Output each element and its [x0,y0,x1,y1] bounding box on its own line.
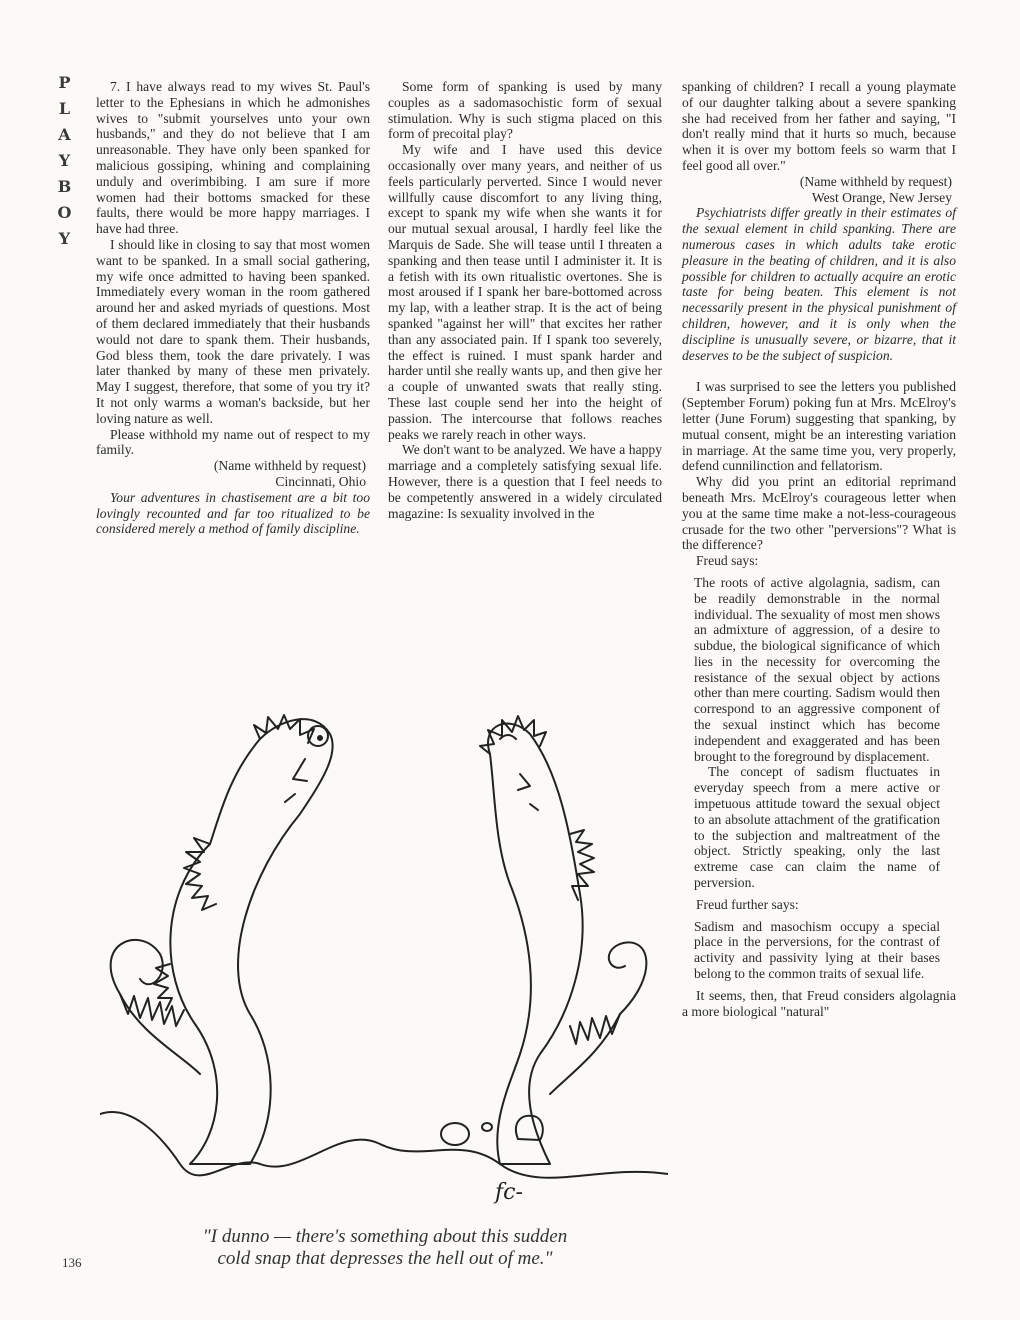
left-creature-tail [111,940,200,1074]
letter-signature-name: (Name withheld by request) [213,458,366,474]
editor-reply: Your adventures in chastisement are a bit too lovingly recounted and far too ritualized to be considered merely a method of family discipline. [96,489,370,537]
letter-signature-name: (Name withheld by request) [799,173,952,189]
letter-paragraph: My wife and I have used this device occasionally over many years, and neither of us feels particularly perverted. Since I would never willfully cause discomfort to any living thing, except to spank my wife when she wants it for our mutual sexual arousal, I hardly feel like the Marquis de Sade. She will tease until I threaten a spanking and then tease until I administer it. It is a fetish with its own ritualistic overtones. She is most aroused if I spank her bare-bottomed across my lap, with a leather strap. It is the act of being spanked "against her will" that excites her rather than any associated pain. If I spank too severely, the effect is ruined. I must spank harder and harder until she really wants up, and then give her a couple of unwanted swats that really sting. These last couple send her into the height of passion. The intercourse that follows reaches peaks we rarely reach in other ways. [388,142,662,442]
quote-paragraph: The roots of active algolagnia, sadism, can be readily demonstrable in the normal individual. The sexuality of most men shows an admixture of aggression, of a desire to subdue, the biological significance of which lies in the necessity for overcoming the resistance of the sexual object by actions other than mere courting. Sadism would then correspond to an aggressive component of the sexual instinct which has become independent and exaggerated and has been brought to the foreground by displacement. [694,574,940,764]
column-1 [96,79,370,537]
column-2 [388,79,662,521]
masthead-letter: L [58,99,72,118]
cartoon-illustration [100,694,668,1214]
letter-paragraph: Some form of spanking is used by many couples as a sadomasochistic form of sexual stimulation. Why is such stigma placed on this form of precoital play? [388,79,662,142]
playboy-masthead [52,70,78,252]
column-3-top [682,79,956,1019]
freud-quote-1 [682,575,956,891]
letter-paragraph: 7. I have always read to my wives St. Paul's letter to the Ephesians in which he admonishes wives to "submit yourselves unto your own husbands," and they do not believe that I am unreasonable. They have only been spanked for malicious gossiping, whining and complaining unduly and overimbibing. I am sure if more women had their bottoms smacked for these faults, there would be more happy marriages. I have had three. [96,79,370,237]
ground-line [100,1112,668,1178]
letter-paragraph: Why did you print an editorial reprimand beneath Mrs. McElroy's courageous letter when you at the same time make a not-less-courageous crusade for the two other "perversions"? What is the difference? [682,474,956,553]
masthead-letter: Y [58,229,72,248]
masthead-letter: B [57,177,73,196]
freud-intro: Freud says: [696,553,759,569]
quote-paragraph: Sadism and masochism occupy a special place in the perversions, for the contrast of activity and passivity lying at their bases belong to the common traits of sexual life. [694,918,940,982]
masthead-letter: Y [58,151,72,170]
left-creature-face [285,759,307,802]
letter-paragraph: I should like in closing to say that most women want to be spanked. In a small social gathering, my wife once admitted to having been spanked. Immediately every woman in the room gathered around her and asked myriads of questions. Most of them declared immediately that their husbands would not dare to spank them. Their husbands, God bless them, took the dare privately. I was later thanked by many of these men privately. May I suggest, therefore, that some of you try it? It not only warms a woman's backside, but her loving nature as well. [96,236,370,426]
letter-paragraph: spanking of children? I recall a young playmate of our daughter talking about a severe spanking she had received from her father and saying, "I don't really mind that it hurts so much, because when it is over my bottom feels so warm that I feel good all over." [682,79,956,173]
right-creature-body [488,724,583,1164]
cartoon-caption [150,1226,620,1270]
masthead-letter: O [57,203,73,222]
left-creature-spikes [154,715,314,1010]
caption-line: cold snap that depresses the hell out of me." [217,1248,553,1269]
letter-paragraph: We don't want to be analyzed. We have a happy marriage and a completely satisfying sexual life. However, there is a question that I feel needs to be competently answered in a widely circulated magazine: Is sexuality involved in the [388,442,662,521]
masthead-letter: P [58,73,72,92]
cartoonist-signature: fc- [495,1180,523,1205]
caption-line: "I dunno — there's something about this sudden [202,1226,568,1247]
quote-paragraph: The concept of sadism fluctuates in everyday speech from a mere active or impetuous attitude toward the sexual object to an absolute attachment of the gratification to the subjection and maltreatment of the object. Strictly speaking, only the last extreme case can claim the name of perversion. [694,764,940,891]
letter-paragraph: It seems, then, that Freud considers algolagnia a more biological "natural" [682,987,956,1019]
left-creature-body [170,719,332,1164]
masthead-letter: A [58,125,72,144]
letter-signature-place: Cincinnati, Ohio [275,473,366,489]
rock-1 [441,1123,469,1145]
page-number: 136 [62,1255,82,1270]
letter-paragraph: I was surprised to see the letters you published (September Forum) poking fun at Mrs. McElroy's letter (June Forum) suggesting that spanking, by mutual consent, might be an interesting variation in marriage. At the same time you, very properly, defend cunnilinction and fellatorism. [682,379,956,474]
letter-signature-place: West Orange, New Jersey [811,189,952,205]
editor-reply: Psychiatrists differ greatly in their estimates of the sexual element in child spanking. There are numerous cases in which adults take erotic pleasure in the beating of children, and it is also possible for children to actually acquire an erotic taste for being beaten. This element is not necessarily present in the physical punishment of children, however, and it is only when the discipline is unusually severe, or bizarre, that it deserves to be the subject of suspicion. [682,205,956,363]
freud-quote-2 [682,919,956,982]
rock-2 [482,1123,492,1131]
right-creature-tail [550,942,646,1094]
freud-intro-2: Freud further says: [696,896,799,912]
spacer [682,363,956,379]
right-creature-face [518,774,538,810]
left-creature-teeth [120,994,184,1026]
letter-paragraph: Please withhold my name out of respect to my family. [96,426,370,458]
